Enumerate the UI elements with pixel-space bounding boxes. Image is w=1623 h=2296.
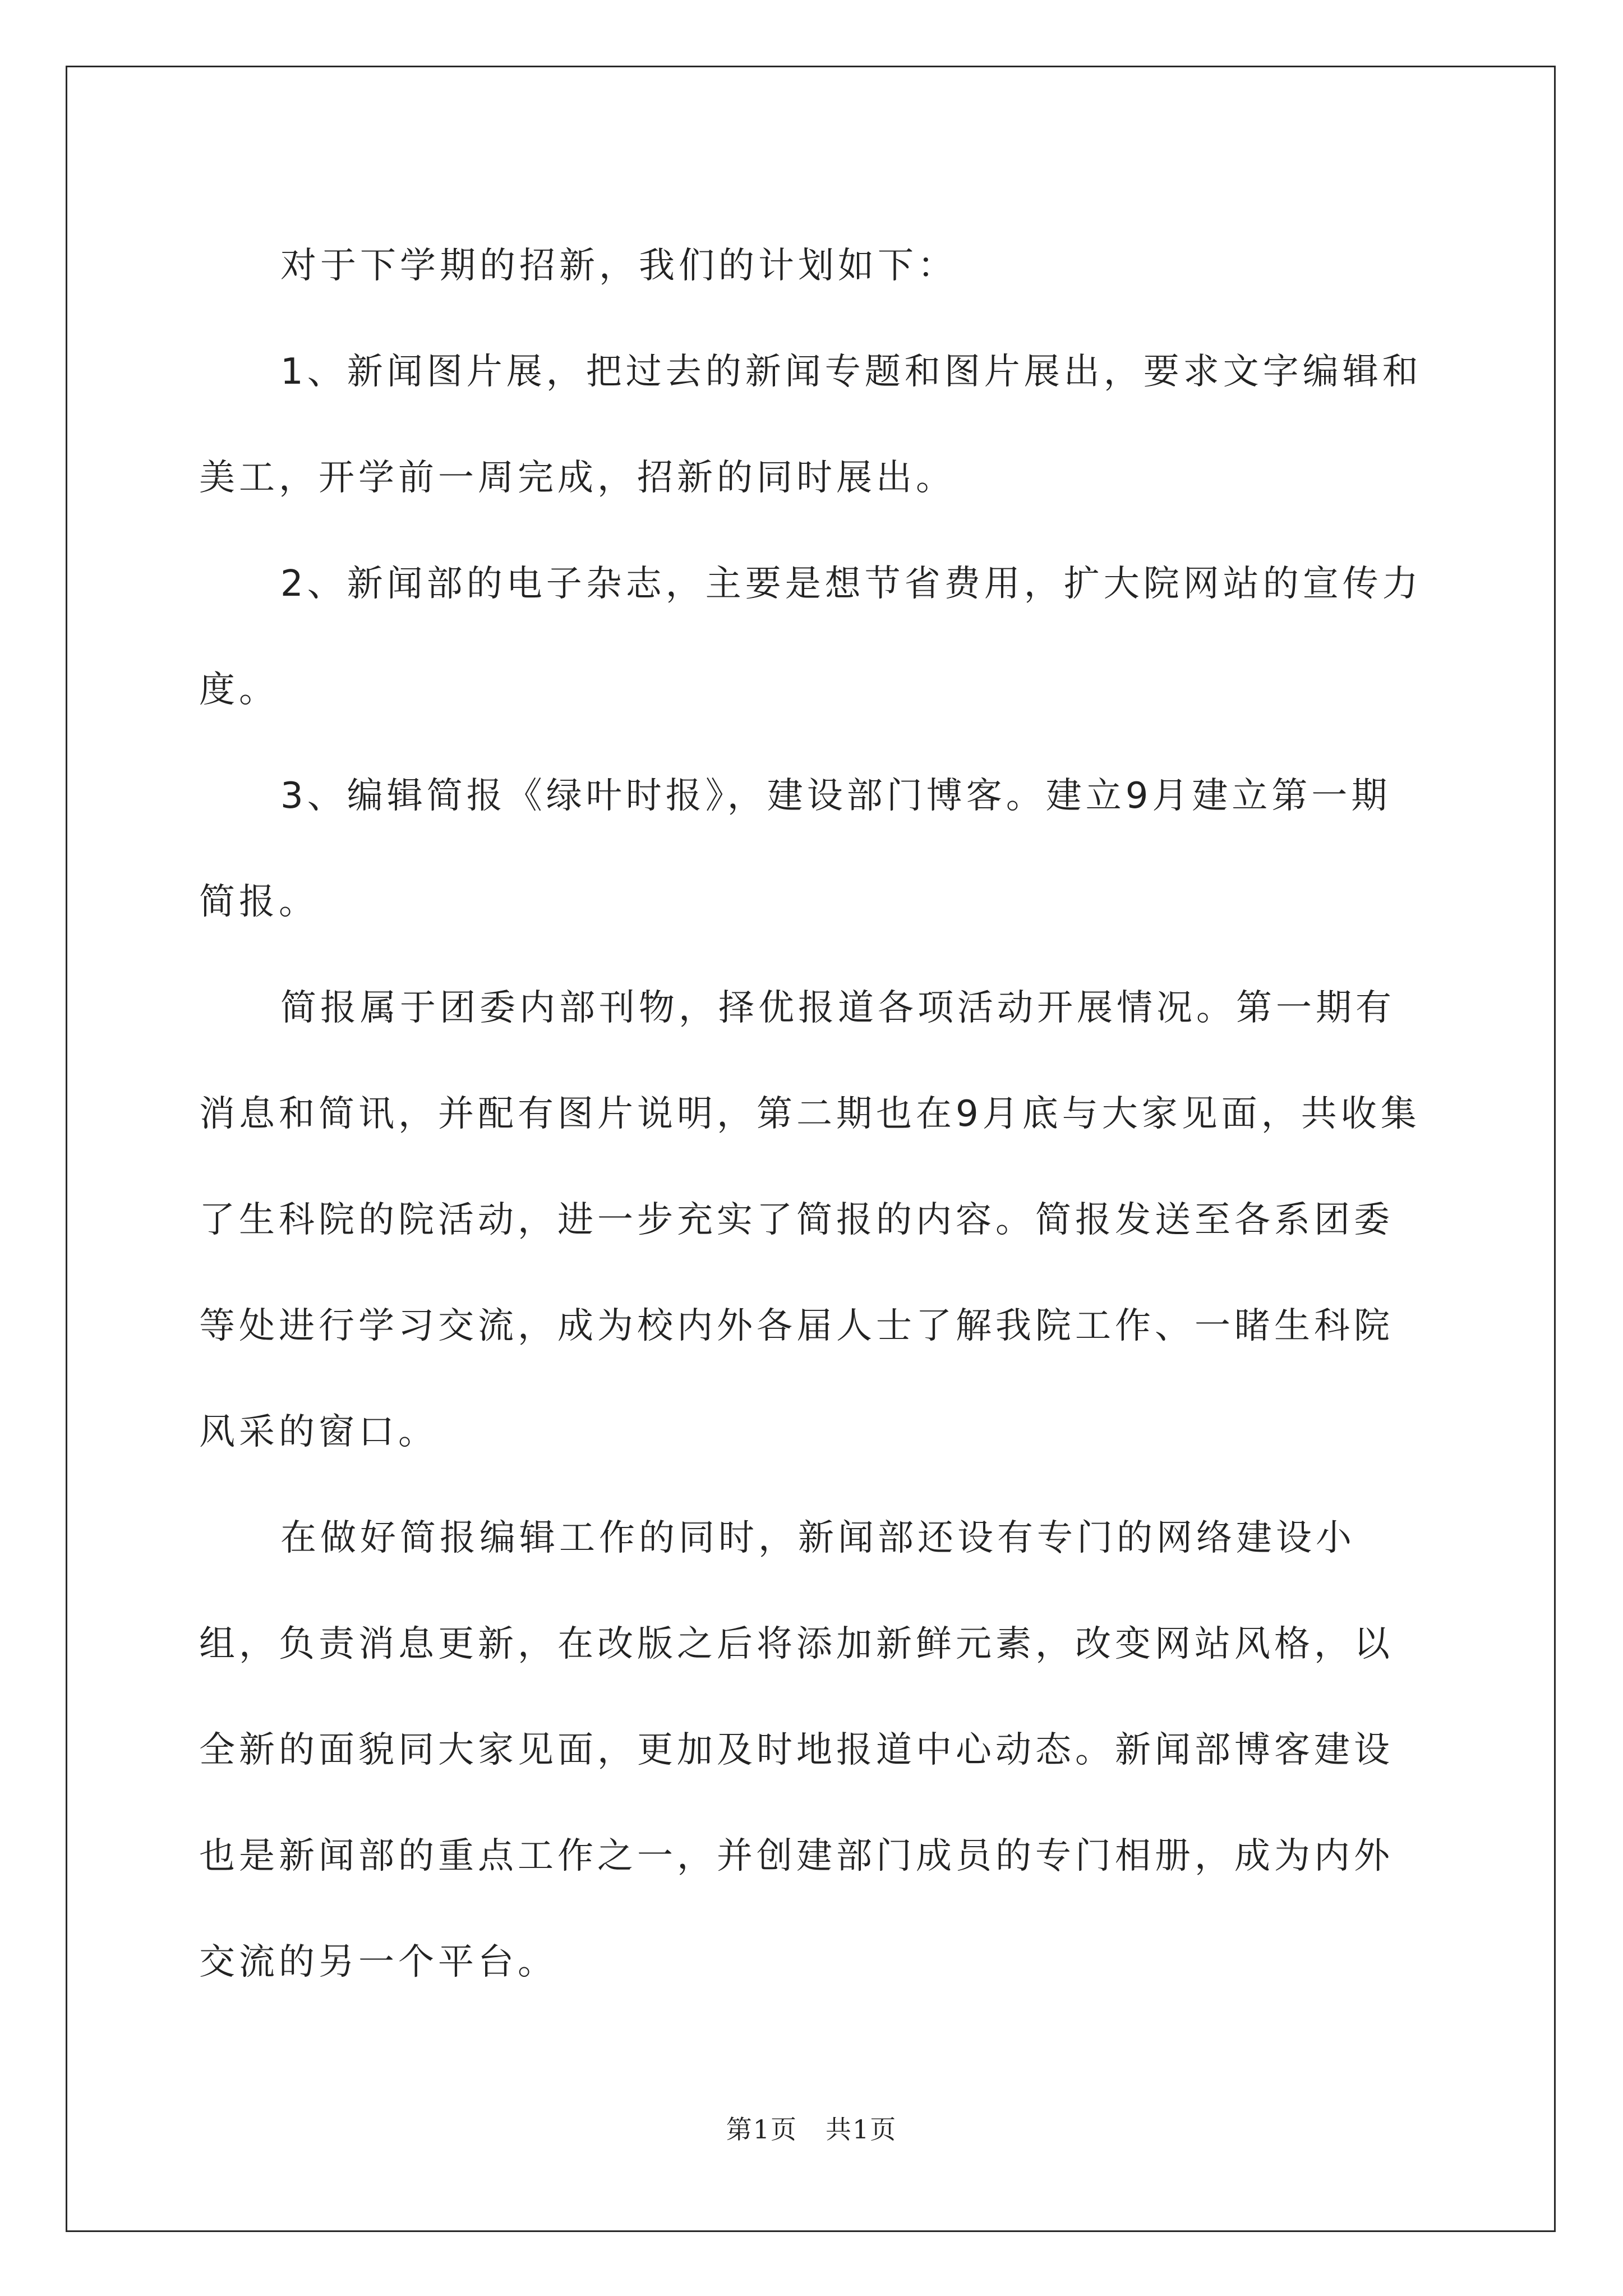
page-number: 第1页 (726, 2114, 798, 2145)
paragraph: 3、编辑简报《绿叶时报》，建设部门博客。建立9月建立第一期简报。 (199, 775, 1391, 923)
paragraph: 1、新闻图片展，把过去的新闻专题和图片展出，要求文字编辑和美工，开学前一周完成，招新的同时展出。 (199, 351, 1422, 499)
paragraph: 简报属于团委内部刊物，择优报道各项活动开展情况。第一期有消息和简讯，并配有图片说明，第二期也在9月底与大家见面，共收集了生科院的院活动，进一步充实了简报的内容。简报发送至各系团委等处进行学习交流，成为校内外各届人士了解我院工作、一睹生科院风采的窗口。 (199, 987, 1421, 1453)
total-pages: 共1页 (825, 2114, 897, 2145)
page-footer (0, 2109, 1623, 2146)
paragraph: 2、新闻部的电子杂志，主要是想节省费用，扩大院网站的宣传力度。 (199, 563, 1422, 711)
document-body (199, 213, 1430, 2016)
paragraph: 在做好简报编辑工作的同时，新闻部还设有专门的网络建设小组，负责消息更新，在改版之后将添加新鲜元素，改变网站风格，以全新的面貌同大家见面，更加及时地报道中心动态。新闻部博客建设也是新闻部的重点工作之一，并创建部门成员的专门相册，成为内外交流的另一个平台。 (199, 1517, 1394, 1983)
paragraph: 对于下学期的招新，我们的计划如下： (280, 245, 957, 287)
